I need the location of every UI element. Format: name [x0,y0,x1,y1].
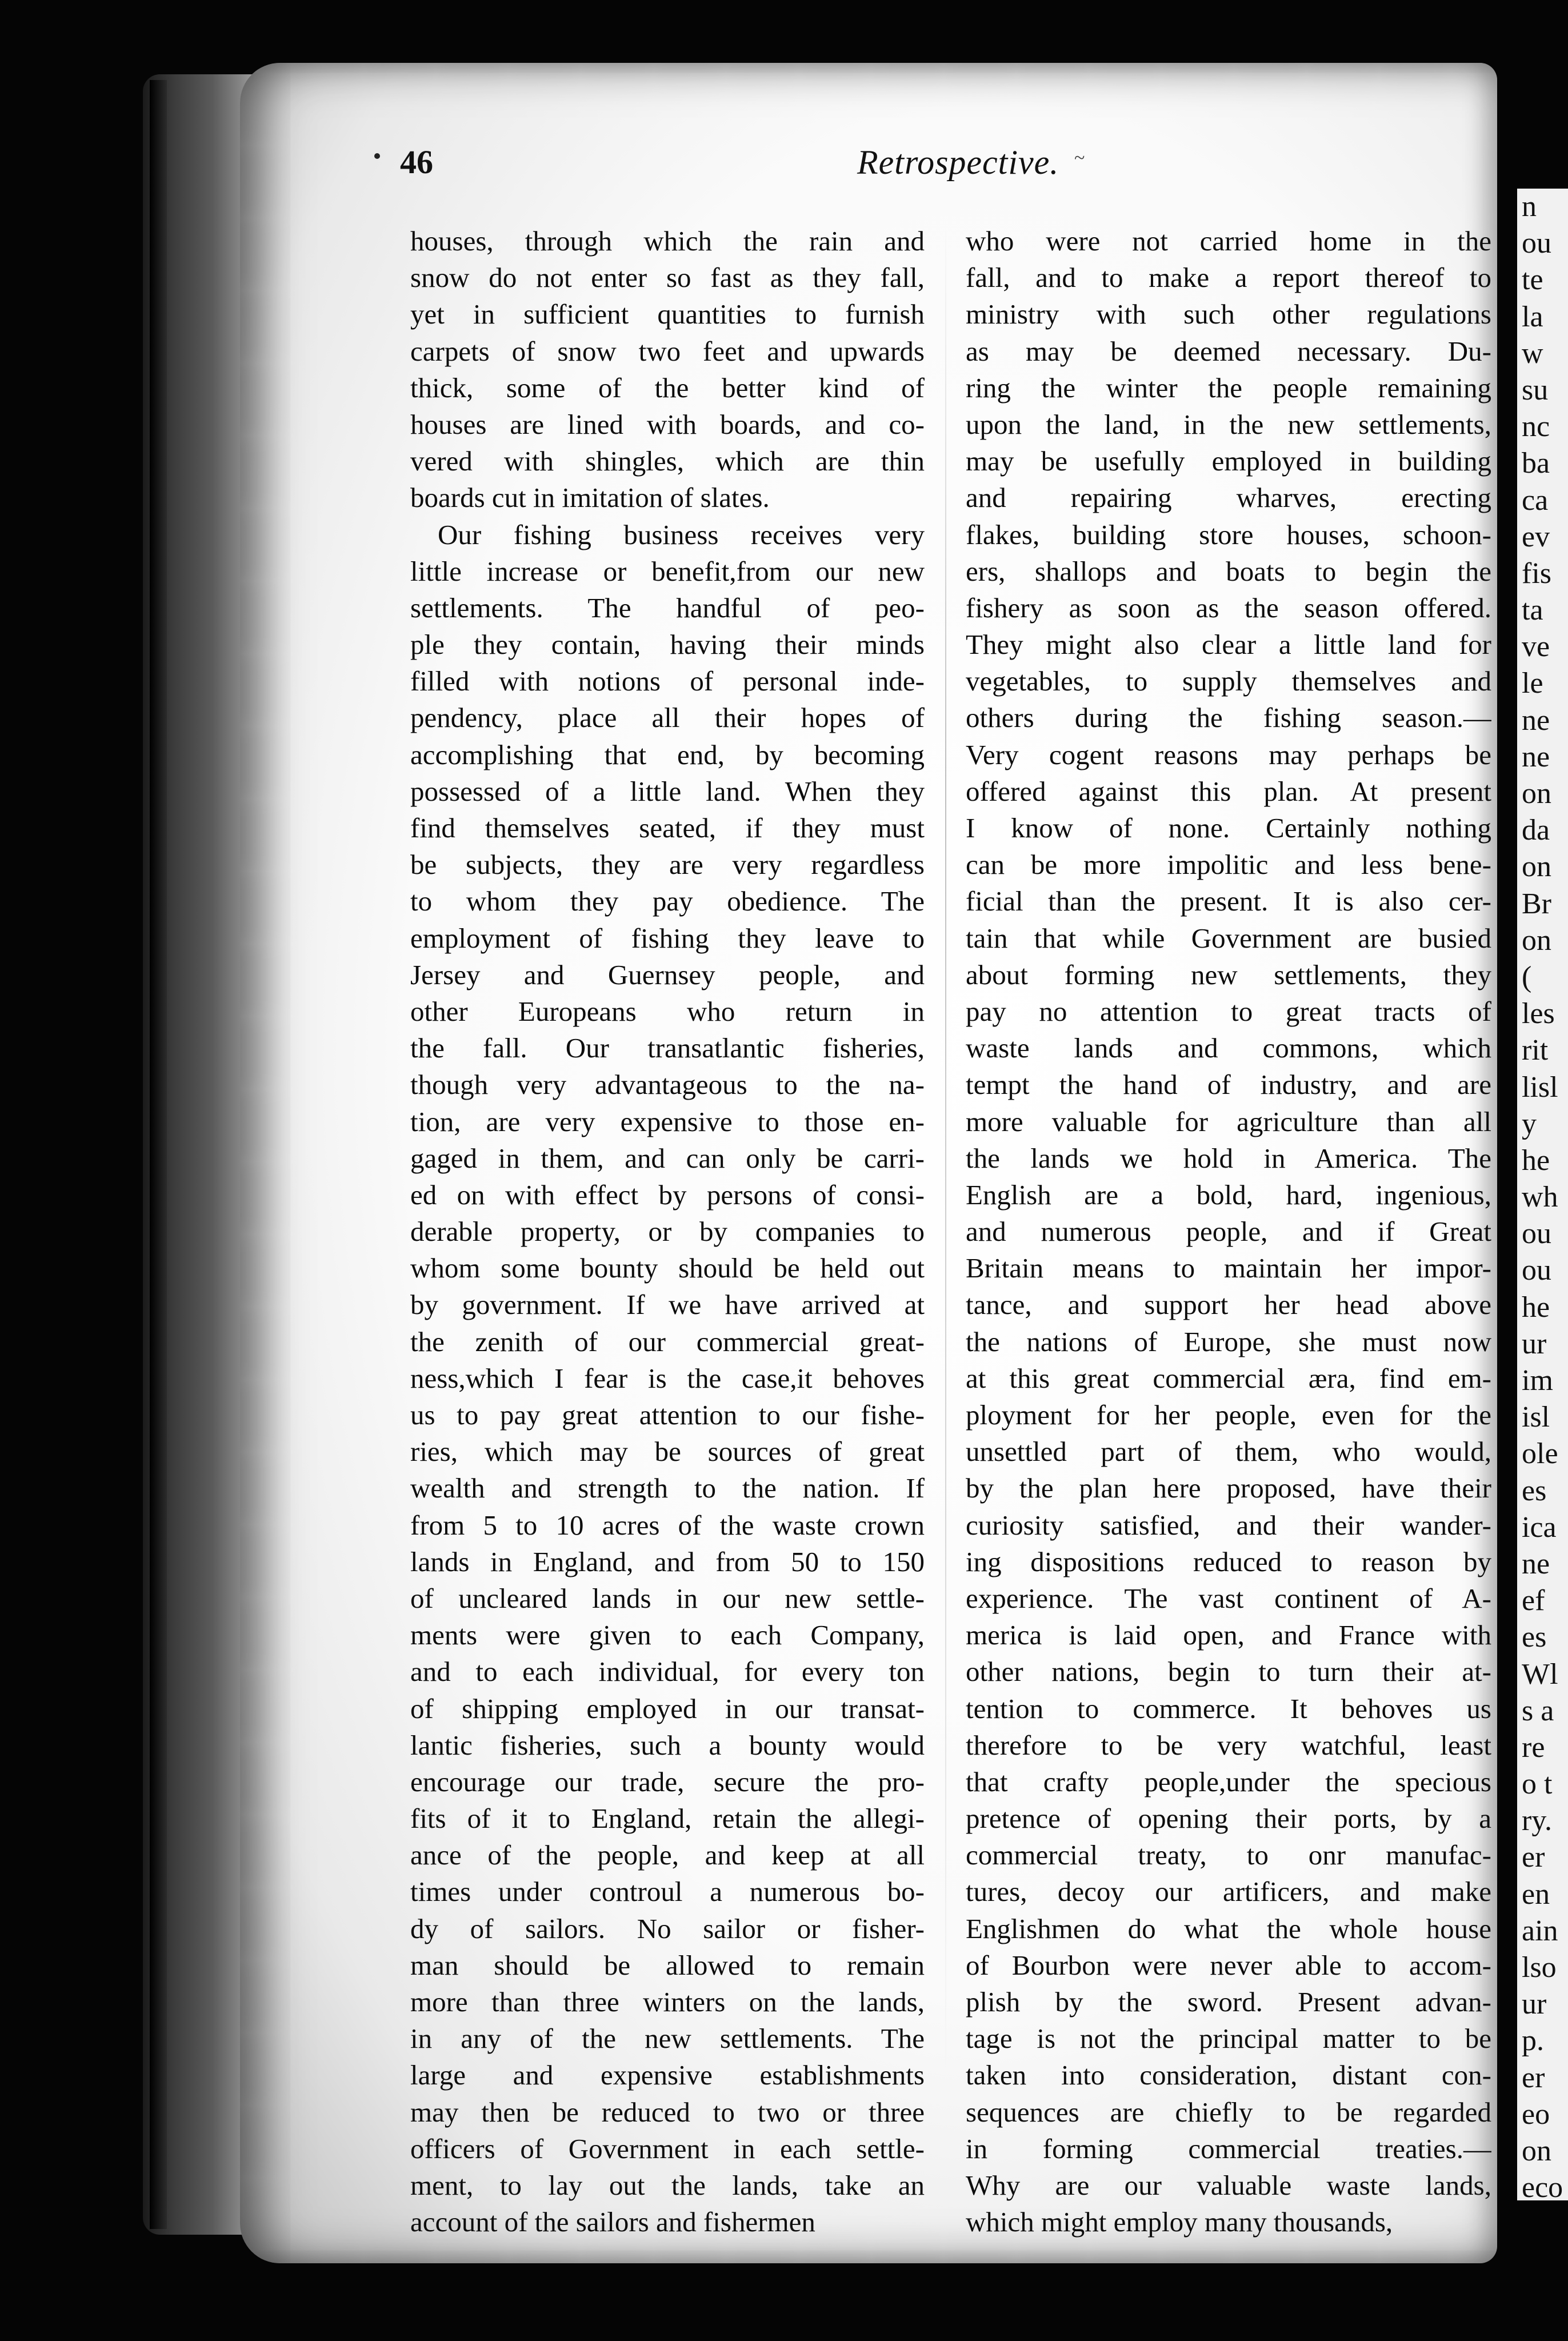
text-line: encourage our trade, secure the pro- [410,1765,925,1797]
page-number: 46 [400,143,433,181]
text-line: little increase or benefit,from our new [410,555,925,587]
facing-text-fragment: ne [1522,1547,1550,1580]
text-line: in forming commercial treaties.— [966,2132,1491,2164]
facing-text-fragment: er [1522,2061,1545,2094]
facing-text-fragment: les [1522,997,1555,1030]
facing-page-text [1522,189,1563,2200]
facing-text-fragment: le [1522,667,1543,700]
left-text-column [410,223,925,2240]
facing-page-edge [1517,189,1568,2200]
text-line: ers, shallops and boats to begin the [966,555,1491,587]
text-line: ing dispositions reduced to reason by [966,1545,1491,1577]
text-line: houses, through which the rain and [410,225,925,257]
facing-text-fragment: ur [1522,1327,1547,1360]
facing-text-fragment: Wl [1522,1657,1558,1691]
text-line: as may be deemed necessary. Du- [966,335,1491,367]
facing-text-fragment: ain [1522,1914,1558,1947]
text-line: tage is not the principal matter to be [966,2023,1491,2055]
text-line: wealth and strength to the nation. If [410,1472,925,1504]
facing-text-fragment: te [1522,263,1543,297]
text-line: more valuable for agriculture than all [966,1105,1491,1137]
facing-text-fragment: ur [1522,1988,1547,2021]
text-line: other nations, begin to turn their at- [966,1656,1491,1688]
facing-text-fragment: nc [1522,410,1550,444]
facing-text-fragment: es [1522,1621,1547,1654]
text-line: tion, are very expensive to those en- [410,1105,925,1137]
facing-text-fragment: ve [1522,630,1550,664]
text-line: therefore to be very watchful, least [966,1729,1491,1761]
facing-text-fragment: ca [1522,484,1549,517]
text-line: plish by the sword. Present advan- [966,1986,1491,2018]
text-line: tance, and support her head above [966,1289,1491,1321]
facing-text-fragment: n [1522,190,1537,223]
text-line: by the plan here proposed, have their [966,1472,1491,1504]
facing-text-fragment: rit [1522,1034,1549,1067]
text-line: ries, which may be sources of great [410,1436,925,1468]
text-line: times under controul a numerous bo- [410,1876,925,1908]
text-line: and numerous people, and if Great [966,1216,1491,1248]
facing-text-fragment: ry. [1522,1804,1552,1837]
text-line: taken into consideration, distant con- [966,2059,1491,2091]
text-line: Very cogent reasons may perhaps be [966,738,1491,770]
text-line: the nations of Europe, she must now [966,1325,1491,1357]
text-line: ring the winter the people remaining [966,371,1491,404]
text-line: English are a bold, hard, ingenious, [966,1179,1491,1211]
facing-text-fragment: y [1522,1107,1537,1140]
text-line: ment, to lay out the lands, take an [410,2169,925,2201]
text-line: snow do not enter so fast as they fall, [410,262,925,294]
text-line: man should be allowed to remain [410,1949,925,1981]
facing-text-fragment: eo [1522,2098,1550,2131]
text-line: curiosity satisfied, and their wander- [966,1509,1491,1541]
text-line: whom some bounty should be held out [410,1252,925,1284]
facing-text-fragment: en [1522,1877,1550,1911]
facing-text-fragment: on [1522,2134,1551,2167]
ink-speck [374,153,380,159]
text-line: upon the land, in the new settlements, [966,408,1491,440]
facing-text-fragment: on [1522,777,1551,810]
facing-text-fragment: im [1522,1364,1553,1397]
text-line: the lands we hold in America. The [966,1142,1491,1174]
text-line: commercial treaty, to onr manufac- [966,1839,1491,1871]
text-line: thick, some of the better kind of [410,371,925,404]
text-line: experience. The vast continent of A- [966,1582,1491,1614]
text-line: settlements. The handful of peo- [410,592,925,624]
text-line: fits of it to England, retain the allegi- [410,1803,925,1835]
text-line: other Europeans who return in [410,995,925,1027]
text-line: ments were given to each Company, [410,1619,925,1651]
text-line: about forming new settlements, they [966,958,1491,990]
facing-text-fragment: er [1522,1841,1545,1874]
text-line: the zenith of our commercial great- [410,1325,925,1357]
facing-text-fragment: da [1522,814,1550,847]
text-line: may then be reduced to two or three [410,2096,925,2128]
text-line: ance of the people, and keep at all [410,1839,925,1871]
text-line: others during the fishing season.— [966,702,1491,734]
text-line: offered against this plan. At present [966,775,1491,807]
text-line: ployment for her people, even for the [966,1399,1491,1431]
text-line: Our fishing business receives very [438,518,925,550]
text-line: can be more impolitic and less bene- [966,849,1491,881]
text-line: ed on with effect by persons of consi- [410,1179,925,1211]
facing-text-fragment: wh [1522,1181,1558,1214]
text-line: fishery as soon as the season offered. [966,592,1491,624]
facing-text-fragment: isl [1522,1401,1550,1434]
text-line: gaged in them, and can only be carri- [410,1142,925,1174]
text-line: pay no attention to great tracts of [966,995,1491,1027]
text-line: Jersey and Guernsey people, and [410,958,925,990]
text-line: vered with shingles, which are thin [410,445,925,477]
facing-text-fragment: ou [1522,1254,1551,1287]
text-line: accomplishing that end, by becoming [410,738,925,770]
facing-text-fragment: la [1522,300,1543,333]
running-head [400,143,1486,194]
facing-text-fragment: ne [1522,740,1550,773]
right-text-column [966,223,1491,2240]
facing-text-fragment: ev [1522,520,1550,553]
facing-text-fragment: p. [1522,2024,1544,2058]
facing-text-fragment: re [1522,1731,1545,1764]
text-line: sequences are chiefly to be regarded [966,2096,1491,2128]
text-line: of shipping employed in our transat- [410,1692,925,1724]
text-line: more than three winters on the lands, [410,1986,925,2018]
facing-text-fragment: w [1522,337,1543,370]
text-line: waste lands and commons, which [966,1032,1491,1064]
text-line: from 5 to 10 acres of the waste crown [410,1509,925,1541]
text-line: flakes, building store houses, schoon- [966,518,1491,550]
text-line: tures, decoy our artificers, and make [966,1876,1491,1908]
text-line: pretence of opening their ports, by a [966,1803,1491,1835]
text-line: Englishmen do what the whole house [966,1912,1491,1944]
facing-text-fragment: on [1522,850,1551,884]
text-line: of uncleared lands in our new settle- [410,1582,925,1614]
facing-text-fragment: lisl [1522,1070,1558,1104]
facing-text-fragment: lso [1522,1951,1557,1984]
facing-text-fragment: ou [1522,1217,1551,1251]
column-divider [945,217,946,2075]
running-title: Retrospective. [857,143,1059,181]
text-line: carpets of snow two feet and upwards [410,335,925,367]
text-line: officers of Government in each settle- [410,2132,925,2164]
text-line: though very advantageous to the na- [410,1069,925,1101]
facing-text-fragment: he [1522,1291,1550,1324]
facing-text-fragment: ef [1522,1584,1545,1617]
text-line: may be usefully employed in building [966,445,1491,477]
text-line: large and expensive establishments [410,2059,925,2091]
text-line: vegetables, to supply themselves and [966,665,1491,697]
text-line: ple they contain, having their minds [410,629,925,661]
text-line: to whom they pay obedience. The [410,885,925,917]
text-line: in any of the new settlements. The [410,2023,925,2055]
facing-text-fragment: ( [1522,960,1532,993]
text-line: dy of sailors. No sailor or fisher- [410,1912,925,1944]
text-line: They might also clear a little land for [966,629,1491,661]
facing-text-fragment: s a [1522,1694,1554,1727]
facing-text-fragment: ou [1522,227,1551,260]
text-line: filled with notions of personal inde- [410,665,925,697]
text-line: find themselves seated, if they must [410,812,925,844]
text-line: be subjects, they are very regardless [410,849,925,881]
text-line: boards cut in imitation of slates. [410,482,770,514]
facing-text-fragment: he [1522,1144,1550,1177]
text-line: Britain means to maintain her impor- [966,1252,1491,1284]
text-line: by government. If we have arrived at [410,1289,925,1321]
text-line: lands in England, and from 50 to 150 [410,1545,925,1577]
text-line: derable property, or by companies to [410,1216,925,1248]
text-line: us to pay great attention to our fishe- [410,1399,925,1431]
facing-text-fragment: eco [1522,2171,1563,2200]
facing-text-fragment: ba [1522,447,1550,480]
text-line: lantic fisheries, such a bounty would [410,1729,925,1761]
text-line: of Bourbon were never able to accom- [966,1949,1491,1981]
text-line: who were not carried home in the [966,225,1491,257]
text-line: which might employ many thousands, [966,2206,1393,2238]
text-line: tempt the hand of industry, and are [966,1069,1491,1101]
text-line: I know of none. Certainly nothing [966,812,1491,844]
text-line: account of the sailors and fishermen [410,2206,815,2238]
facing-text-fragment: su [1522,373,1549,406]
text-line: fall, and to make a report thereof to [966,262,1491,294]
text-line: at this great commercial æra, find em- [966,1362,1491,1394]
facing-text-fragment: on [1522,924,1551,957]
text-line: yet in sufficient quantities to furnish [410,298,925,330]
text-line: ministry with such other regulations [966,298,1491,330]
text-line: ficial than the present. It is also cer- [966,885,1491,917]
facing-text-fragment: Br [1522,887,1551,920]
facing-text-fragment: o t [1522,1768,1553,1801]
text-line: merica is laid open, and France with [966,1619,1491,1651]
text-line: and repairing wharves, erecting [966,482,1491,514]
text-line: and to each individual, for every ton [410,1656,925,1688]
text-line: employment of fishing they leave to [410,922,925,954]
text-line: tain that while Government are busied [966,922,1491,954]
facing-text-fragment: es [1522,1474,1547,1507]
text-line: possessed of a little land. When they [410,775,925,807]
text-line: pendency, place all their hopes of [410,702,925,734]
text-line: that crafty people,under the specious [966,1765,1491,1797]
facing-text-fragment: fis [1522,557,1551,590]
header-mark: ~ [1074,147,1085,169]
text-line: the fall. Our transatlantic fisheries, [410,1032,925,1064]
facing-text-fragment: ica [1522,1511,1557,1544]
facing-text-fragment: ne [1522,704,1550,737]
text-line: Why are our valuable waste lands, [966,2169,1491,2201]
text-line: houses are lined with boards, and co- [410,408,925,440]
text-line: unsettled part of them, who would, [966,1436,1491,1468]
facing-text-fragment: ole [1522,1437,1558,1471]
text-line: tention to commerce. It behoves us [966,1692,1491,1724]
facing-text-fragment: ta [1522,594,1543,627]
text-line: ness,which I fear is the case,it behoves [410,1362,925,1394]
book-spine-edge [150,80,167,2229]
